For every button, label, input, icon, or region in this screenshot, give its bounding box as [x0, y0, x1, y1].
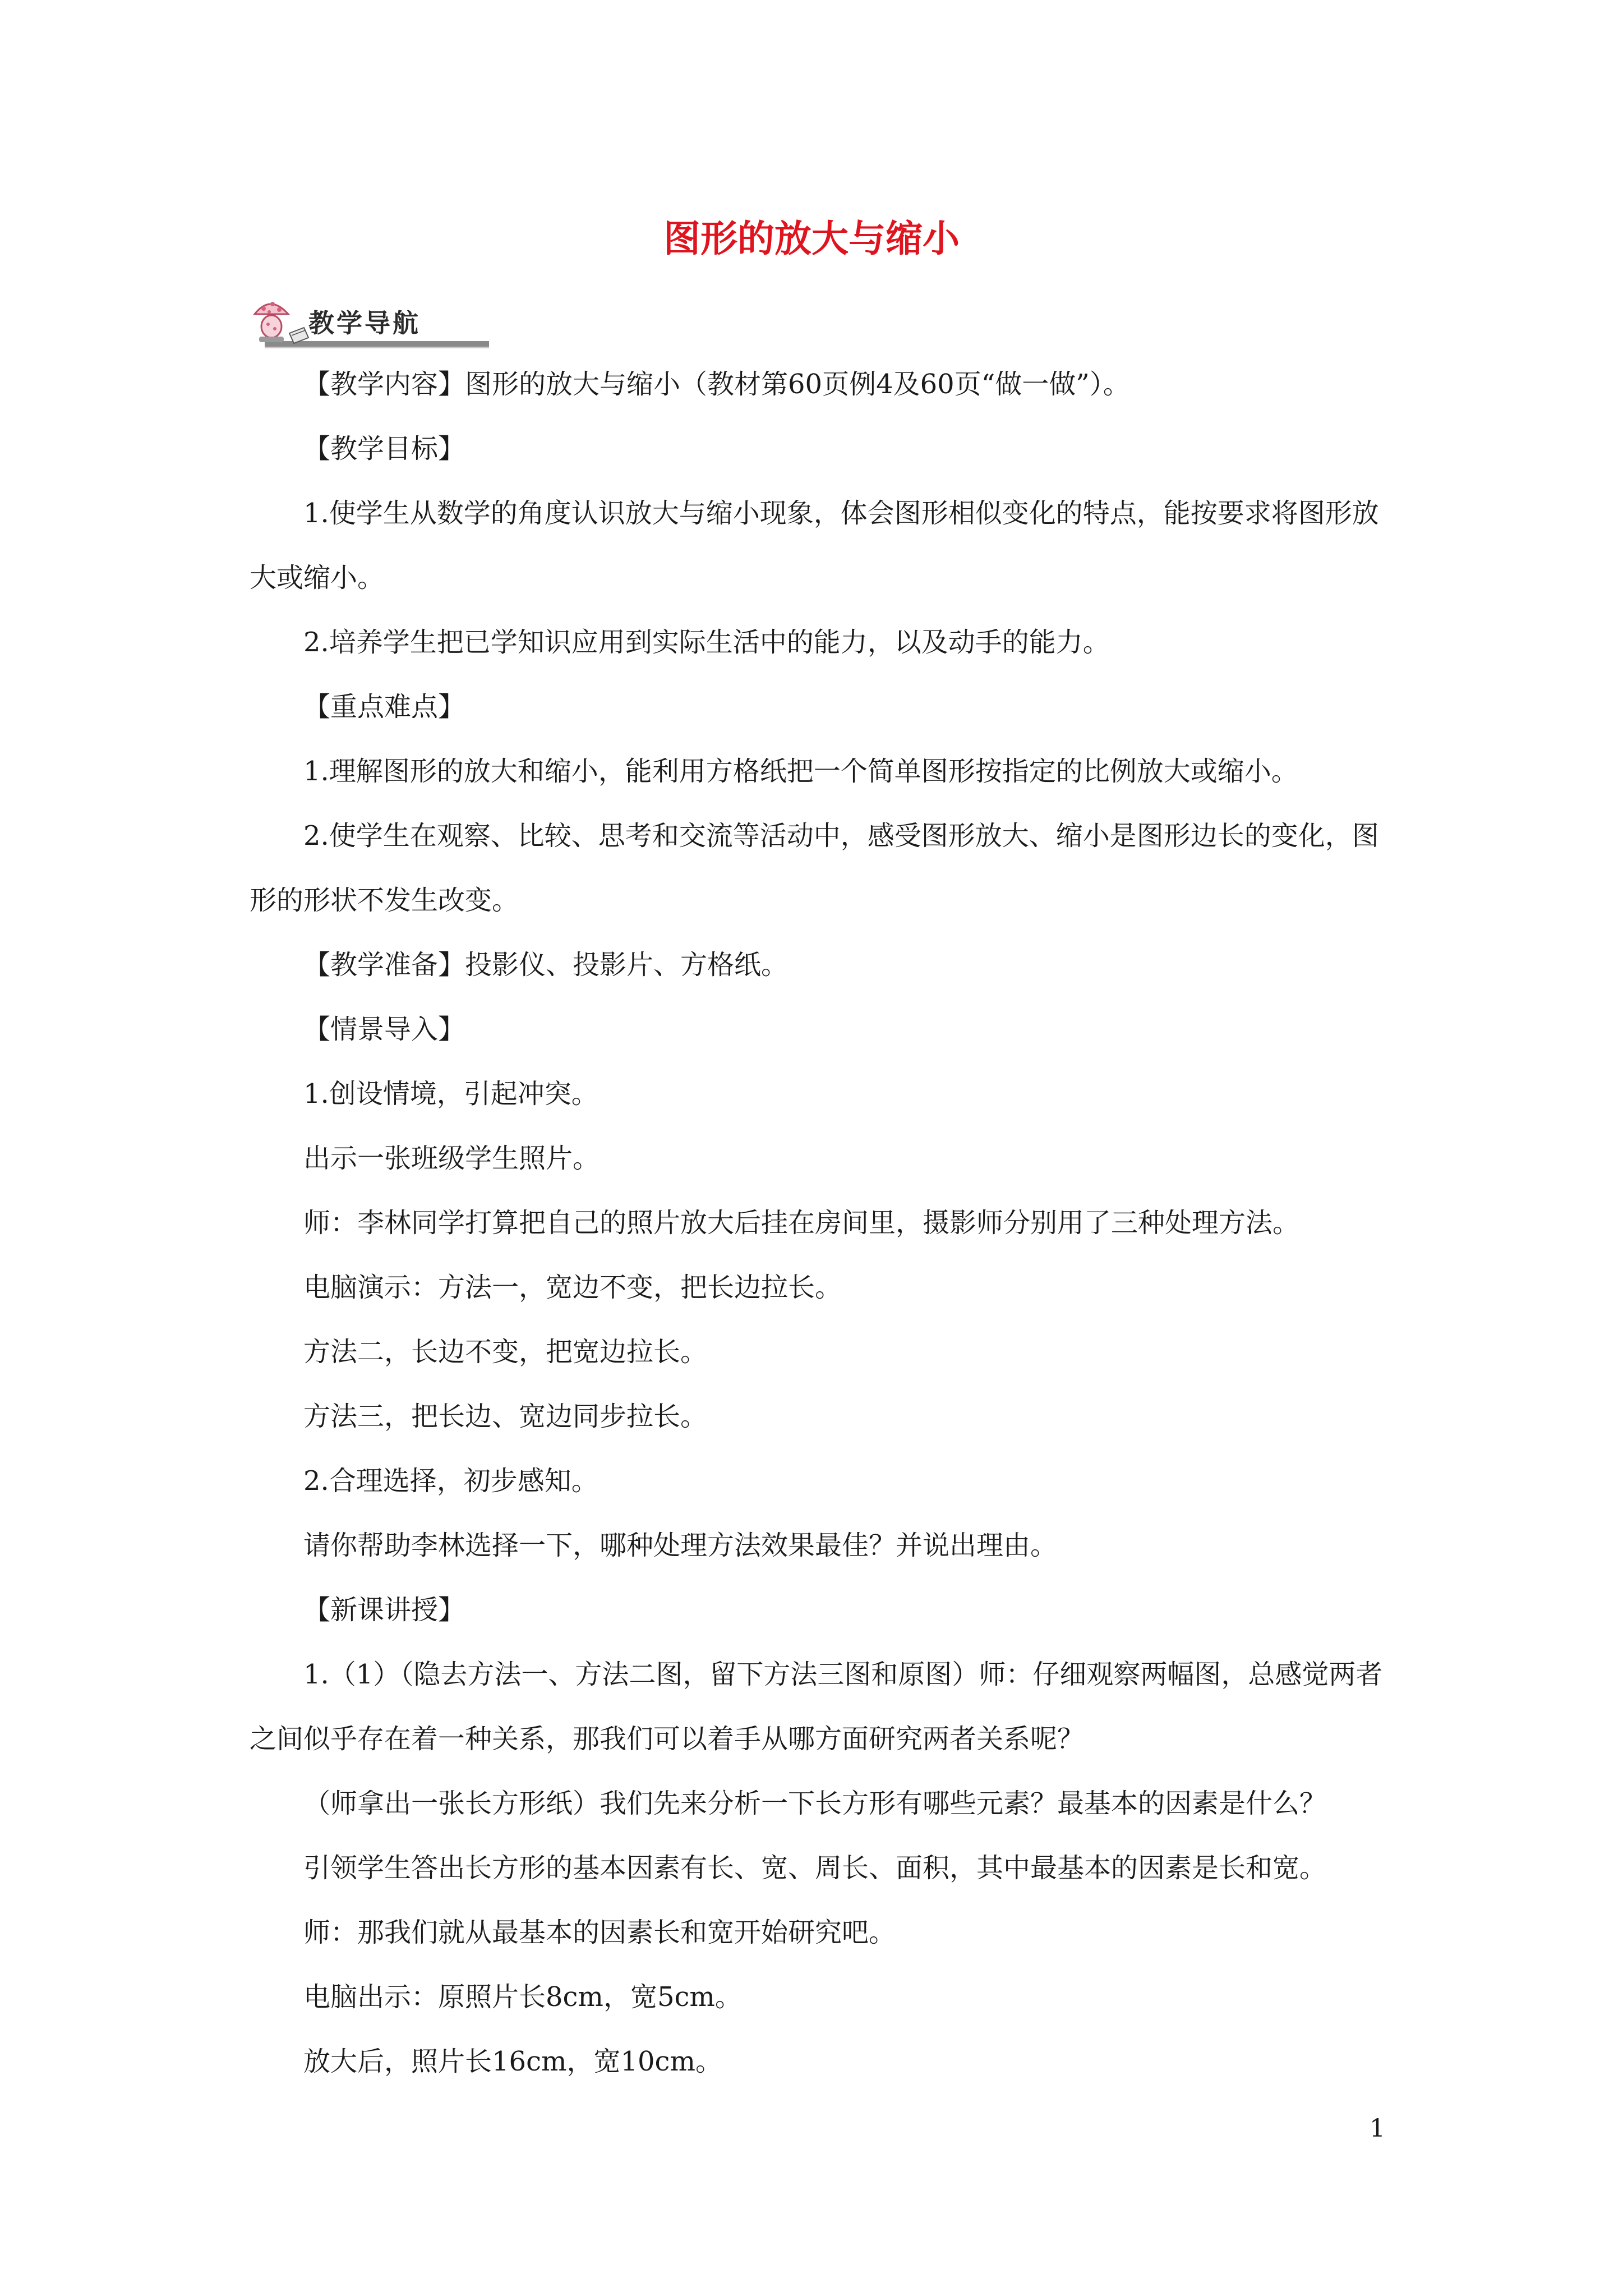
paragraph: 2.合理选择，初步感知。	[303, 1465, 598, 1497]
section-heading: 【情景导入】	[303, 1014, 465, 1045]
paragraph: 1.理解图形的放大和缩小，能利用方格纸把一个简单图形按指定的比例放大或缩小。	[303, 756, 1298, 787]
paragraph: 1.创设情境，引起冲突。	[303, 1078, 598, 1110]
paragraph: 2.培养学生把已学知识应用到实际生活中的能力，以及动手的能力。	[303, 627, 1110, 658]
lesson-content	[250, 352, 1388, 2094]
paragraph: 出示一张班级学生照片。	[303, 1143, 600, 1174]
teaching-navigation-banner	[242, 292, 489, 355]
paragraph: 方法二，长边不变，把宽边拉长。	[303, 1336, 708, 1368]
section-heading: 【重点难点】	[303, 691, 465, 723]
paragraph: 电脑出示：原照片长8cm，宽5cm。	[303, 1981, 742, 2013]
paragraph: 师：李林同学打算把自己的照片放大后挂在房间里，摄影师分别用了三种处理方法。	[303, 1207, 1300, 1239]
paragraph: 1.（1）（隐去方法一、方法二图，留下方法三图和原图）师：仔细观察两幅图，总感觉两者之间似乎存在着一种关系，那我们可以着手从哪方面研究两者关系呢？	[250, 1659, 1383, 1755]
banner-label: 教学导航	[308, 308, 421, 338]
paragraph: 放大后，照片长16cm，宽10cm。	[303, 2046, 722, 2077]
paragraph: 【教学内容】图形的放大与缩小（教材第60页例4及60页“做一做”）。	[303, 369, 1130, 400]
paragraph: 电脑演示：方法一，宽边不变，把长边拉长。	[303, 1272, 842, 1303]
paragraph: （师拿出一张长方形纸）我们先来分析一下长方形有哪些元素？最基本的因素是什么？	[303, 1788, 1327, 1819]
paragraph: 1.使学生从数学的角度认识放大与缩小现象，体会图形相似变化的特点，能按要求将图形放大或缩小。	[250, 498, 1379, 593]
paragraph: 请你帮助李林选择一下，哪种处理方法效果最佳？并说出理由。	[303, 1530, 1058, 1561]
paragraph: 2.使学生在观察、比较、思考和交流等活动中，感受图形放大、缩小是图形边长的变化，图形的形状不发生改变。	[250, 820, 1379, 916]
section-heading: 【新课讲授】	[303, 1594, 465, 1626]
page-number: 1	[1370, 2114, 1385, 2143]
paragraph: 师：那我们就从最基本的因素长和宽开始研究吧。	[303, 1917, 896, 1948]
paragraph: 【教学准备】投影仪、投影片、方格纸。	[303, 949, 789, 981]
paragraph: 方法三，把长边、宽边同步拉长。	[303, 1401, 708, 1432]
paragraph: 引领学生答出长方形的基本因素有长、宽、周长、面积，其中最基本的因素是长和宽。	[303, 1852, 1327, 1884]
section-heading: 【教学目标】	[303, 433, 465, 464]
page-title: 图形的放大与缩小	[663, 217, 960, 260]
